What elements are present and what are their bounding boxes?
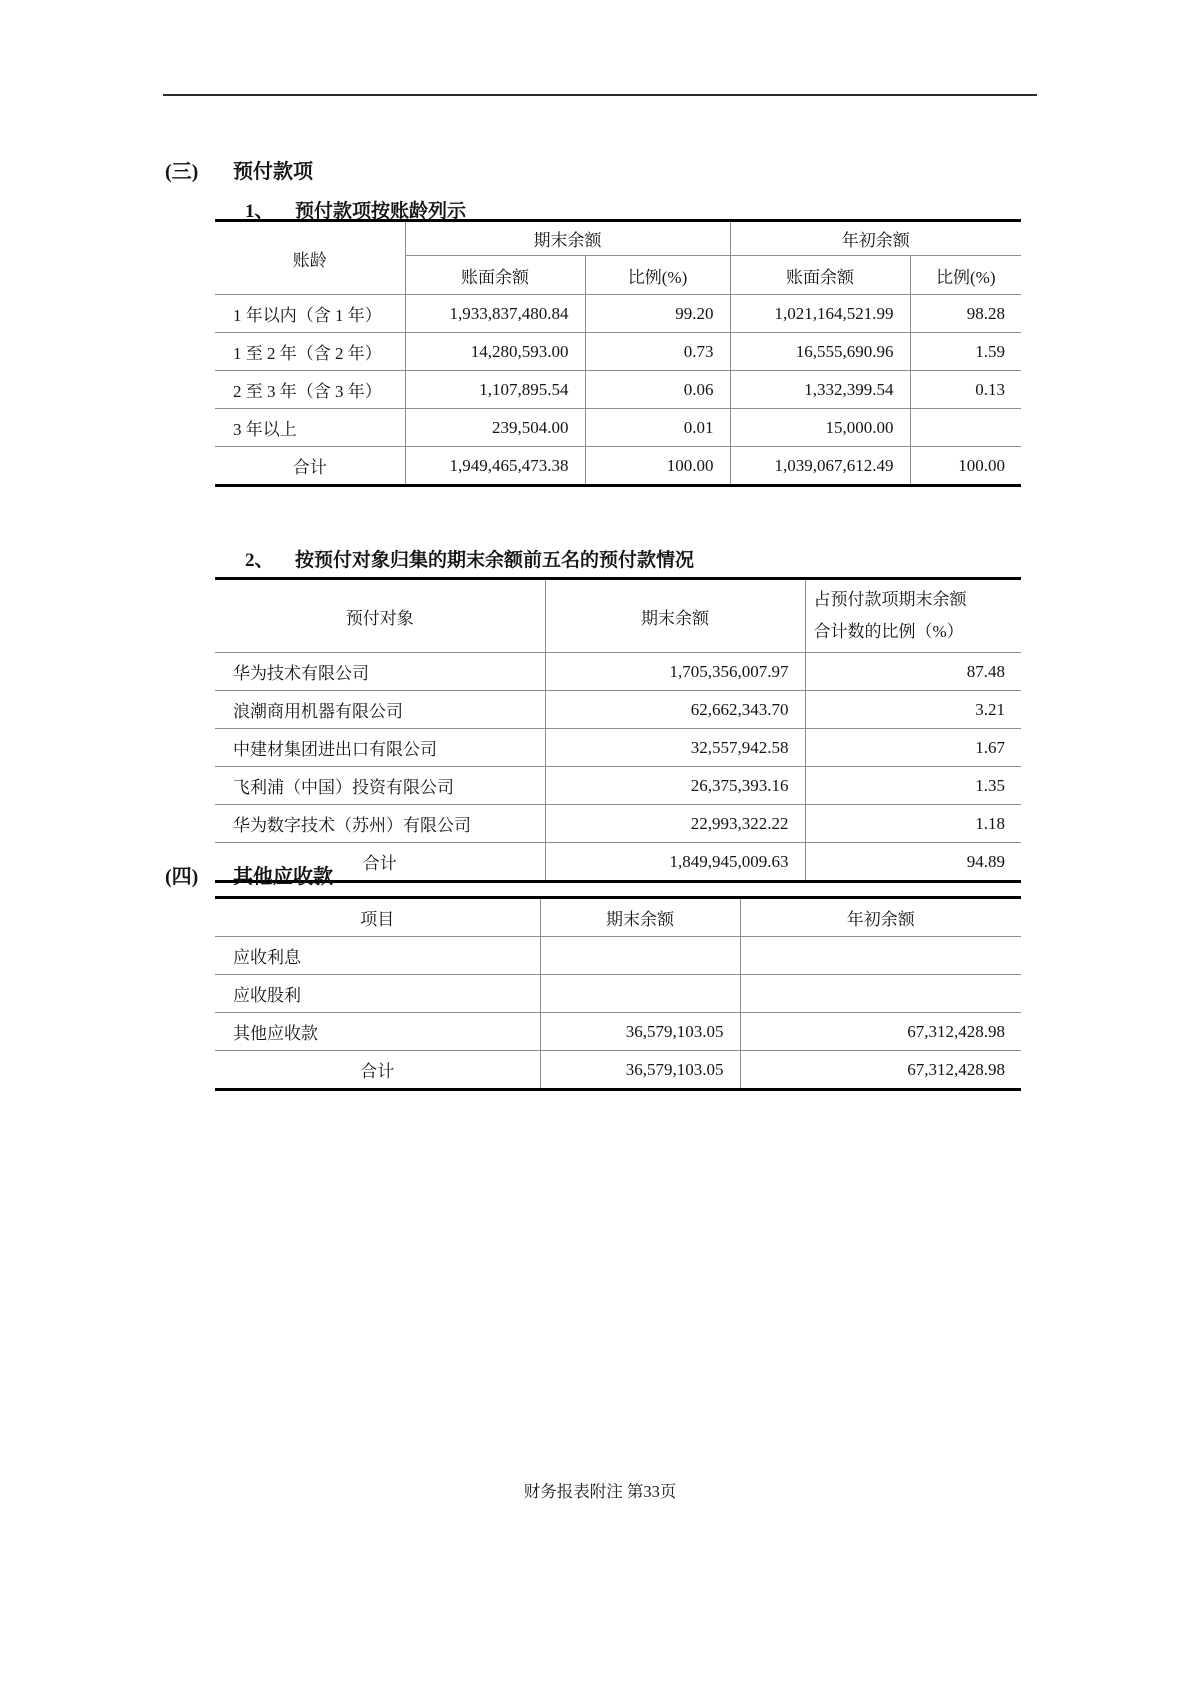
cell-ratio: 0.01 — [585, 409, 730, 447]
column-header-ending-balance: 期末余额 — [540, 898, 740, 937]
cell-amount: 36,579,103.05 — [540, 1013, 740, 1051]
pct-header-line1: 占预付款项期末余额 — [813, 589, 967, 609]
cell-ratio: 100.00 — [910, 447, 1021, 486]
cell-amount: 36,579,103.05 — [540, 1051, 740, 1090]
cell-amount: 1,705,356,007.97 — [545, 653, 805, 691]
section-index: (四) — [165, 866, 199, 888]
subsection-index: 2、 — [245, 550, 274, 571]
column-header-ratio: 比例(%) — [910, 256, 1021, 295]
header-rule — [163, 94, 1037, 96]
row-label: 应收股利 — [215, 975, 540, 1013]
cell-ratio: 1.59 — [910, 333, 1021, 371]
cell-ratio: 3.21 — [805, 691, 1021, 729]
cell-ratio: 0.73 — [585, 333, 730, 371]
cell-ratio: 1.67 — [805, 729, 1021, 767]
row-label-company: 华为技术有限公司 — [215, 653, 545, 691]
cell-ratio: 1.18 — [805, 805, 1021, 843]
row-label-company: 中建材集团进出口有限公司 — [215, 729, 545, 767]
table-total-row — [215, 447, 1021, 486]
cell-amount — [540, 937, 740, 975]
table-row — [215, 653, 1021, 691]
column-group-beginning-balance: 年初余额 — [730, 221, 1021, 256]
table-row — [215, 805, 1021, 843]
row-label: 其他应收款 — [215, 1013, 540, 1051]
cell-amount: 62,662,343.70 — [545, 691, 805, 729]
table-row — [215, 767, 1021, 805]
column-header-pct-of-total — [805, 579, 1021, 653]
table-row — [215, 691, 1021, 729]
pct-header-line2: 合计数的比例（%） — [813, 622, 964, 641]
row-label-total: 合计 — [215, 1051, 540, 1090]
section-index: (三) — [165, 161, 199, 183]
cell-amount: 1,021,164,521.99 — [730, 295, 910, 333]
row-label-company: 浪潮商用机器有限公司 — [215, 691, 545, 729]
table-row — [215, 333, 1021, 371]
table-row — [215, 1013, 1021, 1051]
cell-amount: 14,280,593.00 — [405, 333, 585, 371]
column-header-ending-balance: 期末余额 — [545, 579, 805, 653]
cell-ratio: 0.06 — [585, 371, 730, 409]
cell-amount: 67,312,428.98 — [740, 1051, 1021, 1090]
cell-amount: 67,312,428.98 — [740, 1013, 1021, 1051]
subsection-heading-top5 — [245, 545, 694, 572]
other-receivables-table — [215, 896, 1021, 1091]
cell-amount: 1,107,895.54 — [405, 371, 585, 409]
row-label-total: 合计 — [215, 843, 545, 882]
cell-amount: 1,849,945,009.63 — [545, 843, 805, 882]
subsection-index: 1、 — [245, 201, 274, 222]
cell-amount: 1,933,837,480.84 — [405, 295, 585, 333]
cell-ratio: 1.35 — [805, 767, 1021, 805]
column-header-book-balance: 账面余额 — [405, 256, 585, 295]
section-heading-prepayments — [165, 155, 313, 184]
column-header-book-balance: 账面余额 — [730, 256, 910, 295]
cell-amount: 32,557,942.58 — [545, 729, 805, 767]
table-row — [215, 937, 1021, 975]
cell-amount: 22,993,322.22 — [545, 805, 805, 843]
subsection-title: 预付款项按账龄列示 — [295, 201, 467, 222]
table-header-row — [215, 898, 1021, 937]
cell-amount: 15,000.00 — [730, 409, 910, 447]
cell-amount: 239,504.00 — [405, 409, 585, 447]
section-heading-other-receivables — [165, 860, 333, 889]
table-total-row — [215, 843, 1021, 882]
cell-amount: 1,039,067,612.49 — [730, 447, 910, 486]
cell-amount — [740, 975, 1021, 1013]
row-label-total: 合计 — [215, 447, 405, 486]
cell-ratio — [910, 409, 1021, 447]
row-label-company: 华为数字技术（苏州）有限公司 — [215, 805, 545, 843]
cell-ratio: 100.00 — [585, 447, 730, 486]
top5-prepayments-table — [215, 577, 1021, 883]
cell-ratio: 87.48 — [805, 653, 1021, 691]
table-row — [215, 409, 1021, 447]
column-header-item: 项目 — [215, 898, 540, 937]
cell-amount: 1,949,465,473.38 — [405, 447, 585, 486]
row-label: 2 至 3 年（含 3 年） — [215, 371, 405, 409]
page-footer: 财务报表附注 第33页 — [523, 1482, 677, 1501]
table-row — [215, 729, 1021, 767]
row-label-company: 飞利浦（中国）投资有限公司 — [215, 767, 545, 805]
section-title: 预付款项 — [233, 161, 313, 183]
table-row — [215, 295, 1021, 333]
column-header-counterparty: 预付对象 — [215, 579, 545, 653]
cell-ratio: 98.28 — [910, 295, 1021, 333]
table-row — [215, 975, 1021, 1013]
table-header-row — [215, 579, 1021, 653]
table-header-row — [215, 221, 1021, 256]
table-row — [215, 371, 1021, 409]
cell-ratio: 94.89 — [805, 843, 1021, 882]
aging-table — [215, 219, 1021, 487]
section-title: 其他应收款 — [233, 866, 333, 888]
cell-amount: 16,555,690.96 — [730, 333, 910, 371]
row-label: 3 年以上 — [215, 409, 405, 447]
column-header-beginning-balance: 年初余额 — [740, 898, 1021, 937]
column-header-aging: 账龄 — [215, 221, 405, 295]
column-header-ratio: 比例(%) — [585, 256, 730, 295]
column-group-ending-balance: 期末余额 — [405, 221, 730, 256]
cell-ratio: 0.13 — [910, 371, 1021, 409]
cell-amount — [540, 975, 740, 1013]
cell-amount — [740, 937, 1021, 975]
subsection-title: 按预付对象归集的期末余额前五名的预付款情况 — [295, 550, 695, 571]
row-label: 1 年以内（含 1 年） — [215, 295, 405, 333]
row-label: 1 至 2 年（含 2 年） — [215, 333, 405, 371]
table-total-row — [215, 1051, 1021, 1090]
cell-amount: 1,332,399.54 — [730, 371, 910, 409]
row-label: 应收利息 — [215, 937, 540, 975]
cell-ratio: 99.20 — [585, 295, 730, 333]
cell-amount: 26,375,393.16 — [545, 767, 805, 805]
